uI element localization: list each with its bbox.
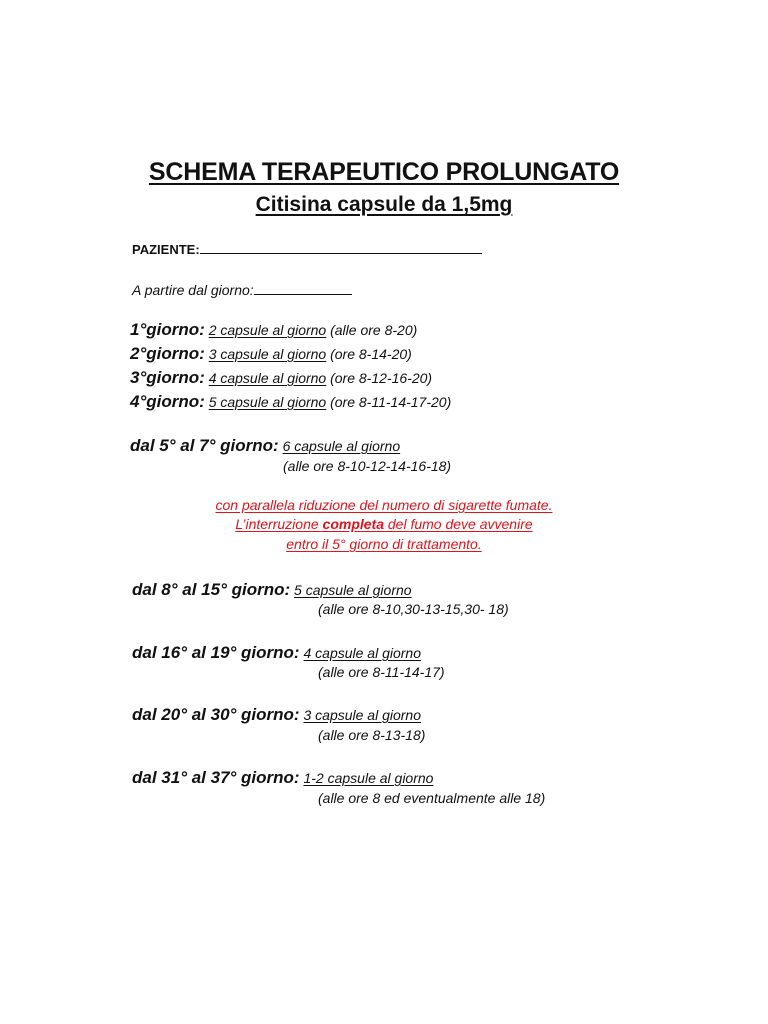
period-label: dal 8° al 15° giorno:: [132, 580, 291, 599]
dose-text: 5 capsule al giorno: [294, 582, 412, 598]
day-label: 1°giorno:: [130, 320, 205, 339]
period-31-37-line: [132, 768, 433, 788]
period-8-15-line: [132, 580, 412, 600]
dose-text: 3 capsule al giorno: [303, 707, 422, 723]
dose-text: 1-2 capsule al giorno: [303, 770, 434, 786]
hours-text: (alle ore 8-20): [330, 322, 418, 338]
dose-text: 3 capsule al giorno: [208, 346, 327, 362]
day-label: 2°giorno:: [130, 344, 205, 363]
period-label: dal 20° al 30° giorno:: [132, 705, 300, 724]
dose-text: 6 capsule al giorno: [282, 438, 401, 454]
hours-text: (ore 8-12-16-20): [330, 370, 433, 386]
day-3-line: [130, 368, 432, 388]
period-31-37-hours: (alle ore 8 ed eventualmente alle 18): [318, 790, 546, 806]
warning-text-post: del fumo deve avvenire: [384, 516, 533, 532]
warning-text: [235, 516, 532, 532]
document-title: SCHEMA TERAPEUTICO PROLUNGATO: [148, 158, 620, 186]
start-date-field: [132, 282, 352, 298]
dose-text: 4 capsule al giorno: [303, 645, 422, 661]
day-label: 4°giorno:: [130, 392, 205, 411]
period-label: dal 5° al 7° giorno:: [130, 436, 279, 455]
period-8-15-hours: (alle ore 8-10,30-13-15,30- 18): [318, 601, 509, 617]
period-label: dal 31° al 37° giorno:: [132, 768, 300, 787]
start-date-label: A partire dal giorno:: [132, 282, 254, 298]
warning-text-pre: L’interruzione: [235, 516, 323, 532]
hours-text: (ore 8-11-14-17-20): [330, 394, 452, 410]
day-2-line: [130, 344, 412, 364]
dose-text: 5 capsule al giorno: [208, 394, 327, 410]
warning-text: con parallela riduzione del numero di sigarette fumate.: [215, 497, 553, 513]
dose-text: 2 capsule al giorno: [208, 322, 327, 338]
day-label: 3°giorno:: [130, 368, 205, 387]
patient-label: PAZIENTE:: [132, 242, 200, 257]
warning-line-2: [0, 516, 768, 532]
period-20-30-hours: (alle ore 8-13-18): [318, 727, 426, 743]
warning-text-bold: completa: [322, 516, 384, 532]
document-subtitle: Citisina capsule da 1,5mg: [255, 193, 513, 216]
day-1-line: [130, 320, 417, 340]
patient-blank-line: [200, 253, 482, 254]
warning-line-1: [0, 497, 768, 513]
period-5-7-line: [130, 436, 400, 456]
day-4-line: [130, 392, 451, 412]
period-16-19-line: [132, 643, 421, 663]
period-20-30-line: [132, 705, 421, 725]
warning-line-3: [0, 536, 768, 552]
patient-field: [132, 242, 482, 257]
dose-text: 4 capsule al giorno: [208, 370, 327, 386]
period-5-7-hours: (alle ore 8-10-12-14-16-18): [283, 458, 452, 474]
period-label: dal 16° al 19° giorno:: [132, 643, 300, 662]
start-date-blank-line: [254, 294, 352, 295]
warning-text: entro il 5° giorno di trattamento.: [286, 536, 482, 552]
hours-text: (ore 8-14-20): [330, 346, 412, 362]
period-16-19-hours: (alle ore 8-11-14-17): [318, 664, 445, 680]
